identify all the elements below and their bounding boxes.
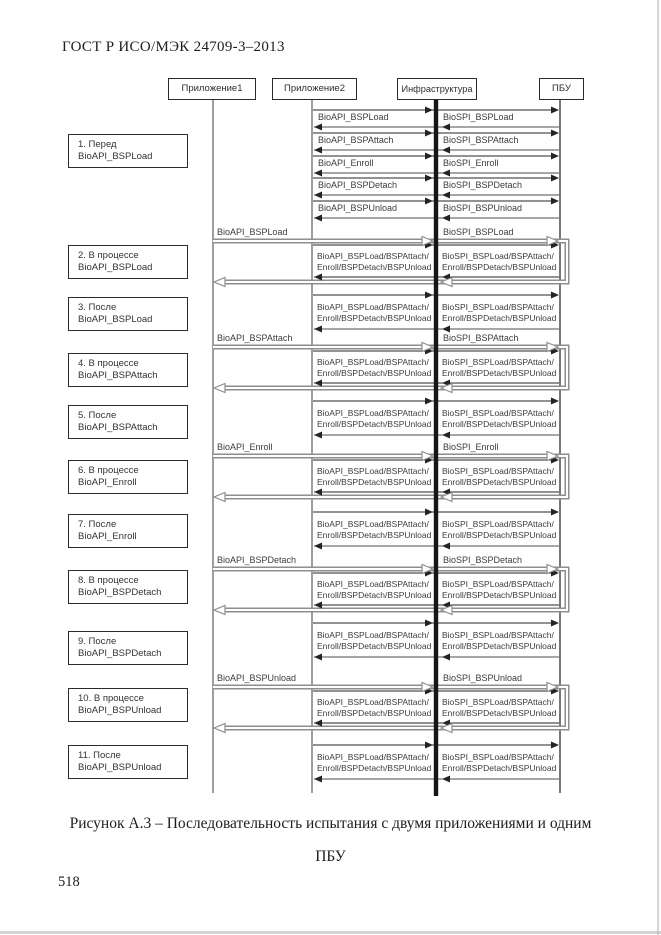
- phase-box-line1: 8. В процессе: [78, 575, 139, 586]
- spi-combo-label: Enroll/BSPDetach/BSPUnload: [442, 590, 557, 600]
- spi-combo-label: BioSPI_BSPLoad/BSPAttach/: [442, 752, 554, 762]
- arrowhead: [551, 175, 559, 182]
- arrowhead: [425, 107, 433, 114]
- spi-combo-label: Enroll/BSPDetach/BSPUnload: [442, 368, 557, 378]
- api-combo-label: BioAPI_BSPLoad/BSPAttach/: [317, 630, 429, 640]
- phase-box: [68, 405, 188, 439]
- phase-box-line2: BioAPI_BSPDetach: [78, 648, 162, 659]
- api-combo-label: BioAPI_BSPLoad/BSPAttach/: [317, 251, 429, 261]
- api-combo-label: Enroll/BSPDetach/BSPUnload: [317, 368, 432, 378]
- arrowhead: [551, 398, 559, 405]
- spi-combo-label: Enroll/BSPDetach/BSPUnload: [442, 262, 557, 272]
- api-combo-label: Enroll/BSPDetach/BSPUnload: [317, 708, 432, 718]
- arrowhead: [314, 380, 322, 387]
- arrowhead: [442, 147, 450, 154]
- spi-combo-label: Enroll/BSPDetach/BSPUnload: [442, 641, 557, 651]
- phase-box-line1: 1. Перед: [78, 139, 117, 150]
- arrowhead: [314, 170, 322, 177]
- spi-call-label: BioSPI_BSPUnload: [443, 673, 523, 683]
- scan-edge-right: [657, 0, 659, 935]
- api-call-label: BioAPI_BSPAttach: [217, 333, 293, 343]
- phase-box-line1: 10. В процессе: [78, 693, 144, 704]
- api-combo-label: Enroll/BSPDetach/BSPUnload: [317, 590, 432, 600]
- actor-box-application1: Приложение1: [168, 78, 256, 100]
- arrowhead: [314, 720, 322, 727]
- arrowhead: [314, 654, 322, 661]
- arrowhead: [425, 130, 433, 137]
- phase-box-line2: BioAPI_BSPUnload: [78, 762, 162, 773]
- arrowhead: [314, 602, 322, 609]
- phase-box-line2: BioAPI_BSPLoad: [78, 151, 153, 162]
- phase-box-line1: 11. После: [78, 750, 121, 761]
- api-combo-label: Enroll/BSPDetach/BSPUnload: [317, 477, 432, 487]
- arrowhead: [425, 398, 433, 405]
- api-combo-label: Enroll/BSPDetach/BSPUnload: [317, 313, 432, 323]
- api-combo-label: BioAPI_BSPLoad/BSPAttach/: [317, 752, 429, 762]
- spi-combo-label: BioSPI_BSPLoad/BSPAttach/: [442, 251, 554, 261]
- phase-box-line2: BioAPI_BSPDetach: [78, 587, 162, 598]
- arrowhead: [425, 292, 433, 299]
- api-combo-label: BioAPI_BSPLoad/BSPAttach/: [317, 357, 429, 367]
- arrowhead: [551, 620, 559, 627]
- spi-combo-label: Enroll/BSPDetach/BSPUnload: [442, 530, 557, 540]
- phase-box: [68, 631, 188, 665]
- arrowhead: [314, 274, 322, 281]
- arrowhead: [314, 192, 322, 199]
- arrowhead: [551, 107, 559, 114]
- arrowhead: [314, 776, 322, 783]
- phase-box: [68, 514, 188, 548]
- api-combo-label: Enroll/BSPDetach/BSPUnload: [317, 262, 432, 272]
- arrowhead: [551, 742, 559, 749]
- phase-box: [68, 688, 188, 722]
- api-message-label: BioAPI_Enroll: [318, 158, 374, 168]
- arrowhead: [314, 543, 322, 550]
- phase-box: [68, 297, 188, 331]
- arrowhead: [214, 606, 225, 615]
- arrowhead: [425, 153, 433, 160]
- api-combo-label: BioAPI_BSPLoad/BSPAttach/: [317, 579, 429, 589]
- actor-box-infrastructure: Инфраструктура: [397, 78, 477, 100]
- arrowhead: [314, 489, 322, 496]
- arrowhead: [314, 124, 322, 131]
- arrowhead: [214, 384, 225, 393]
- phase-box-line2: BioAPI_BSPLoad: [78, 262, 153, 273]
- phase-box-line1: 6. В процессе: [78, 465, 139, 476]
- phase-box: [68, 245, 188, 279]
- spi-combo-label: BioSPI_BSPLoad/BSPAttach/: [442, 519, 554, 529]
- arrowhead: [551, 292, 559, 299]
- figure-caption-line2: ПБУ: [315, 848, 346, 865]
- api-call-label: BioAPI_Enroll: [217, 442, 273, 452]
- spi-combo-label: Enroll/BSPDetach/BSPUnload: [442, 477, 557, 487]
- phase-box: [68, 460, 188, 494]
- phase-box-line1: 7. После: [78, 519, 117, 530]
- arrowhead: [314, 215, 322, 222]
- api-combo-label: BioAPI_BSPLoad/BSPAttach/: [317, 408, 429, 418]
- spi-combo-label: Enroll/BSPDetach/BSPUnload: [442, 313, 557, 323]
- phase-box: [68, 353, 188, 387]
- arrowhead: [551, 130, 559, 137]
- arrowhead: [314, 147, 322, 154]
- spi-combo-label: BioSPI_BSPLoad/BSPAttach/: [442, 466, 554, 476]
- api-combo-label: Enroll/BSPDetach/BSPUnload: [317, 641, 432, 651]
- arrowhead: [425, 509, 433, 516]
- arrowhead: [551, 153, 559, 160]
- spi-message-label: BioSPI_BSPLoad: [443, 112, 514, 122]
- actor-box-pbu: ПБУ: [539, 78, 584, 100]
- arrowhead: [442, 654, 450, 661]
- api-combo-label: BioAPI_BSPLoad/BSPAttach/: [317, 697, 429, 707]
- spi-call-label: BioSPI_Enroll: [443, 442, 499, 452]
- arrowhead: [442, 215, 450, 222]
- phase-box-line2: BioAPI_BSPAttach: [78, 370, 158, 381]
- arrowhead: [214, 724, 225, 733]
- spi-message-label: BioSPI_BSPUnload: [443, 203, 523, 213]
- phase-box-line2: BioAPI_BSPUnload: [78, 705, 162, 716]
- arrowhead: [425, 198, 433, 205]
- phase-box-line1: 4. В процессе: [78, 358, 139, 369]
- phase-box-line1: 2. В процессе: [78, 250, 139, 261]
- spi-combo-label: Enroll/BSPDetach/BSPUnload: [442, 763, 557, 773]
- arrowhead: [442, 326, 450, 333]
- phase-box-line1: 9. После: [78, 636, 117, 647]
- phase-box-line2: BioAPI_BSPLoad: [78, 314, 153, 325]
- spi-message-label: BioSPI_BSPAttach: [443, 135, 519, 145]
- spi-message-label: BioSPI_Enroll: [443, 158, 499, 168]
- api-combo-label: Enroll/BSPDetach/BSPUnload: [317, 419, 432, 429]
- spi-combo-label: Enroll/BSPDetach/BSPUnload: [442, 419, 557, 429]
- spi-combo-label: BioSPI_BSPLoad/BSPAttach/: [442, 630, 554, 640]
- arrowhead: [442, 170, 450, 177]
- lifeline-infrastructure: [434, 100, 438, 796]
- arrowhead: [214, 493, 225, 502]
- api-combo-label: BioAPI_BSPLoad/BSPAttach/: [317, 466, 429, 476]
- arrowhead: [551, 509, 559, 516]
- arrowhead: [442, 192, 450, 199]
- arrowhead: [425, 742, 433, 749]
- api-combo-label: BioAPI_BSPLoad/BSPAttach/: [317, 302, 429, 312]
- api-call-label: BioAPI_BSPLoad: [217, 227, 288, 237]
- phase-box-line2: BioAPI_BSPAttach: [78, 422, 158, 433]
- phase-box: [68, 134, 188, 168]
- phase-box: [68, 570, 188, 604]
- figure-caption-line1: Рисунок А.3 – Последовательность испытания с двумя приложениями и одним: [69, 815, 592, 832]
- api-message-label: BioAPI_BSPUnload: [318, 203, 398, 213]
- arrowhead: [314, 326, 322, 333]
- arrowhead: [425, 175, 433, 182]
- document-header: ГОСТ Р ИСО/МЭК 24709-3–2013: [62, 39, 285, 55]
- phase-box-line2: BioAPI_Enroll: [78, 477, 137, 488]
- arrowhead: [214, 278, 225, 287]
- arrowhead: [551, 198, 559, 205]
- phase-box: [68, 745, 188, 779]
- arrowhead: [442, 543, 450, 550]
- actor-box-application2: Приложение2: [272, 78, 357, 100]
- api-message-label: BioAPI_BSPAttach: [318, 135, 394, 145]
- api-combo-label: Enroll/BSPDetach/BSPUnload: [317, 530, 432, 540]
- spi-call-label: BioSPI_BSPLoad: [443, 227, 514, 237]
- scan-edge-bottom: [0, 931, 661, 934]
- spi-call-label: BioSPI_BSPAttach: [443, 333, 519, 343]
- phase-box-line1: 3. После: [78, 302, 117, 313]
- spi-combo-label: BioSPI_BSPLoad/BSPAttach/: [442, 302, 554, 312]
- api-message-label: BioAPI_BSPDetach: [318, 180, 398, 190]
- arrowhead: [425, 620, 433, 627]
- api-call-label: BioAPI_BSPDetach: [217, 555, 297, 565]
- phase-box-line2: BioAPI_Enroll: [78, 531, 137, 542]
- arrowhead: [442, 776, 450, 783]
- spi-combo-label: BioSPI_BSPLoad/BSPAttach/: [442, 357, 554, 367]
- arrowhead: [442, 124, 450, 131]
- arrowhead: [314, 432, 322, 439]
- arrowhead: [442, 432, 450, 439]
- spi-combo-label: Enroll/BSPDetach/BSPUnload: [442, 708, 557, 718]
- spi-combo-label: BioSPI_BSPLoad/BSPAttach/: [442, 697, 554, 707]
- api-combo-label: Enroll/BSPDetach/BSPUnload: [317, 763, 432, 773]
- spi-combo-label: BioSPI_BSPLoad/BSPAttach/: [442, 408, 554, 418]
- api-combo-label: BioAPI_BSPLoad/BSPAttach/: [317, 519, 429, 529]
- api-message-label: BioAPI_BSPLoad: [318, 112, 389, 122]
- spi-message-label: BioSPI_BSPDetach: [443, 180, 523, 190]
- page-number: 518: [58, 874, 80, 890]
- spi-combo-label: BioSPI_BSPLoad/BSPAttach/: [442, 579, 554, 589]
- phase-box-line1: 5. После: [78, 410, 117, 421]
- spi-call-label: BioSPI_BSPDetach: [443, 555, 523, 565]
- api-call-label: BioAPI_BSPUnload: [217, 673, 297, 683]
